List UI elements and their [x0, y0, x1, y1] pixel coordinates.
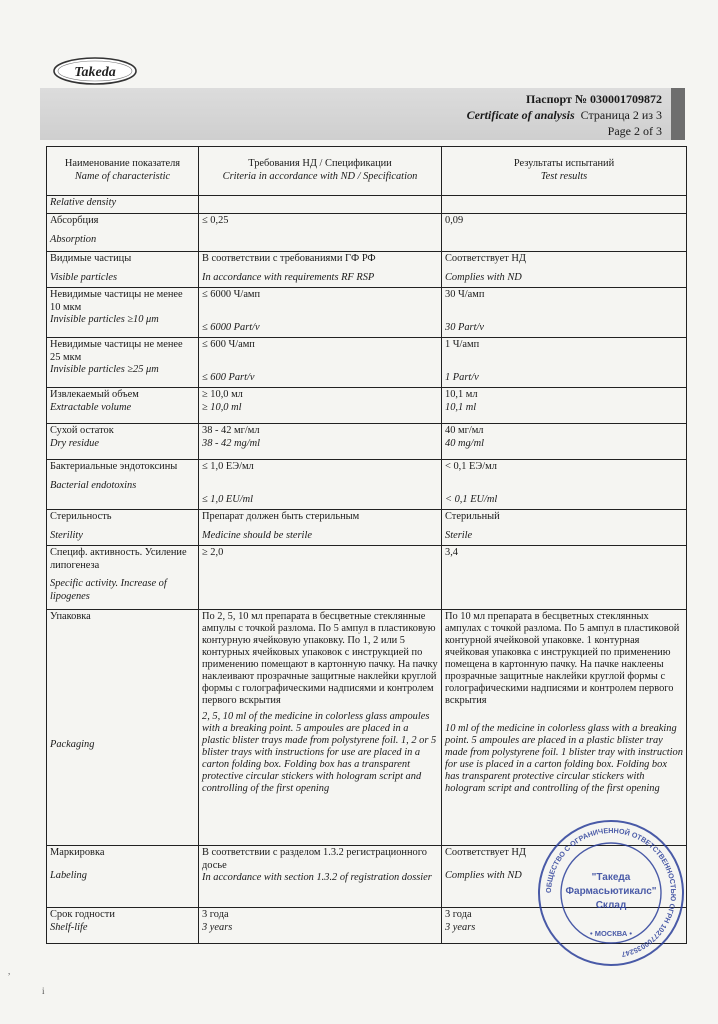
row-result: 1 Ч/амп 1 Part/v — [442, 338, 687, 388]
col-results-header: Результаты испытаний Test results — [442, 147, 687, 196]
table-row — [47, 388, 687, 424]
row-criteria: ≥ 2,0 — [199, 546, 442, 610]
row-name: Упаковка Packaging — [47, 610, 199, 846]
row-result: Стерильный Sterile — [442, 510, 687, 546]
takeda-logo — [52, 56, 138, 86]
table-row — [47, 252, 687, 288]
table-row — [47, 196, 687, 214]
row-result: 3 года 3 years — [442, 908, 687, 944]
row-name: Невидимые частицы не менее 25 мкм Invisible particles ≥25 μm — [47, 338, 199, 388]
table-row — [47, 214, 687, 252]
row-criteria: Препарат должен быть стерильным Medicine should be sterile — [199, 510, 442, 546]
table-row — [47, 546, 687, 610]
row-criteria: По 2, 5, 10 мл препарата в бесцветные стеклянные ампулы с точкой разлома. По 5 ампул в пластиковую контурную ячейковую упаковку. По 1, 2 или 5 контурных ячейковых упаковок с инструкцией по применению помещают в картонную пачку. На пачку наклеивают прозрачные защитные наклейки круглой формы с голографическими надписями и контролем первого вскрытия 2, 5, 10 ml of the medicine in colorless glass ampoules with a breaking point. 5 ampoules are placed in a plastic blister trays made from polystyrene foil. 1, 2 or 5 blister trays with instructions for use are placed in a carton folding box. Folding box has a transparent protective circular stickers with hologram script and controlling of the first opening — [199, 610, 442, 846]
row-criteria: 3 года 3 years — [199, 908, 442, 944]
row-result: 30 Ч/амп 30 Part/v — [442, 288, 687, 338]
row-criteria: ≤ 600 Ч/амп ≤ 600 Part/v — [199, 338, 442, 388]
col-name-header: Наименование показателя Name of characteristic — [47, 147, 199, 196]
svg-text:Takeda: Takeda — [74, 65, 116, 80]
row-criteria: В соответствии с требованиями ГФ РФ In accordance with requirements RF RSP — [199, 252, 442, 288]
row-criteria: ≤ 0,25 — [199, 214, 442, 252]
row-name: Сухой остаток Dry residue — [47, 424, 199, 460]
certificate-title: Certificate of analysis Страница 2 из 3 — [466, 108, 662, 122]
row-result: 40 мг/мл 40 mg/ml — [442, 424, 687, 460]
row-name: Срок годности Shelf-life — [47, 908, 199, 944]
passport-number: Паспорт № 030001709872 — [525, 92, 662, 106]
svg-text:• МОСКВА •: • МОСКВА • — [590, 929, 632, 938]
col-criteria-header: Требования НД / Спецификации Criteria in accordance with ND / Specification — [199, 147, 442, 196]
row-name: Бактериальные эндотоксины Bacterial endotoxins — [47, 460, 199, 510]
svg-text:Склад: Склад — [595, 900, 627, 911]
row-criteria: ≤ 6000 Ч/амп ≤ 6000 Part/v — [199, 288, 442, 338]
table-row — [47, 460, 687, 510]
row-result: 10,1 мл 10,1 ml — [442, 388, 687, 424]
row-name: Извлекаемый объем Extractable volume — [47, 388, 199, 424]
table-row — [47, 510, 687, 546]
row-name: Абсорбция Absorption — [47, 214, 199, 252]
svg-text:ОБЩЕСТВО С ОГРАНИЧЕННОЙ ОТВЕТС: ОБЩЕСТВО С ОГРАНИЧЕННОЙ ОТВЕТСТВЕННОСТЬЮ ОГРН 1027700035247 — [543, 825, 679, 960]
row-result: 3,4 — [442, 546, 687, 610]
table-row — [47, 288, 687, 338]
scan-edge — [671, 88, 685, 140]
row-criteria: ≤ 1,0 ЕЭ/мл ≤ 1,0 EU/ml — [199, 460, 442, 510]
row-name: Специф. активность. Усиление липогенеза Specific activity. Increase of lipogenes — [47, 546, 199, 610]
row-result: По 10 мл препарата в бесцветных стеклянных ампулах с точкой разлома. По 5 ампул в пластиковой контурной ячейковой упаковке. 1 контурная ячейковая упаковка с инструкцией по применению помещена в картонную пачку. На пачке наклеены прозрачные защитные наклейки круглой формы с голографическими надписями и контролем первого вскрытия 10 ml of the medicine in colorless glass with a breaking point. 5 ampoules are placed in a plastic blister tray made from polystyrene foil. 1 blister tray with instruction for use is placed in a carton folding box. Folding box has transparent protective circular stickers with hologram script and controlling of the first opening — [442, 610, 687, 846]
row-name: Стерильность Sterility — [47, 510, 199, 546]
table-row — [47, 338, 687, 388]
svg-text:"Такеда: "Такеда — [591, 872, 631, 883]
table-row — [47, 610, 687, 846]
row-name: Relative density — [47, 196, 199, 214]
row-criteria: 38 - 42 мг/мл 38 - 42 mg/ml — [199, 424, 442, 460]
row-name: Видимые частицы Visible particles — [47, 252, 199, 288]
row-result: Соответствует НД Complies with ND — [442, 846, 687, 908]
svg-text:Фармасьютикалс": Фармасьютикалс" — [565, 886, 657, 897]
page-number: Page 2 of 3 — [607, 124, 662, 138]
row-name: Невидимые частицы не менее 10 мкм Invisible particles ≥10 μm — [47, 288, 199, 338]
row-result: 0,09 — [442, 214, 687, 252]
scan-mark: , — [8, 966, 11, 976]
row-criteria: ≥ 10,0 мл ≥ 10,0 ml — [199, 388, 442, 424]
row-name: Маркировка Labeling — [47, 846, 199, 908]
row-result: Соответствует НД Complies with ND — [442, 252, 687, 288]
table-header-row — [47, 147, 687, 196]
row-result: < 0,1 ЕЭ/мл < 0,1 EU/ml — [442, 460, 687, 510]
scan-mark: i — [42, 986, 45, 996]
table-row — [47, 424, 687, 460]
company-seal-stamp — [536, 818, 686, 968]
row-criteria: В соответствии с разделом 1.3.2 регистрационного досье In accordance with section 1.3.2 of registration dossier — [199, 846, 442, 908]
